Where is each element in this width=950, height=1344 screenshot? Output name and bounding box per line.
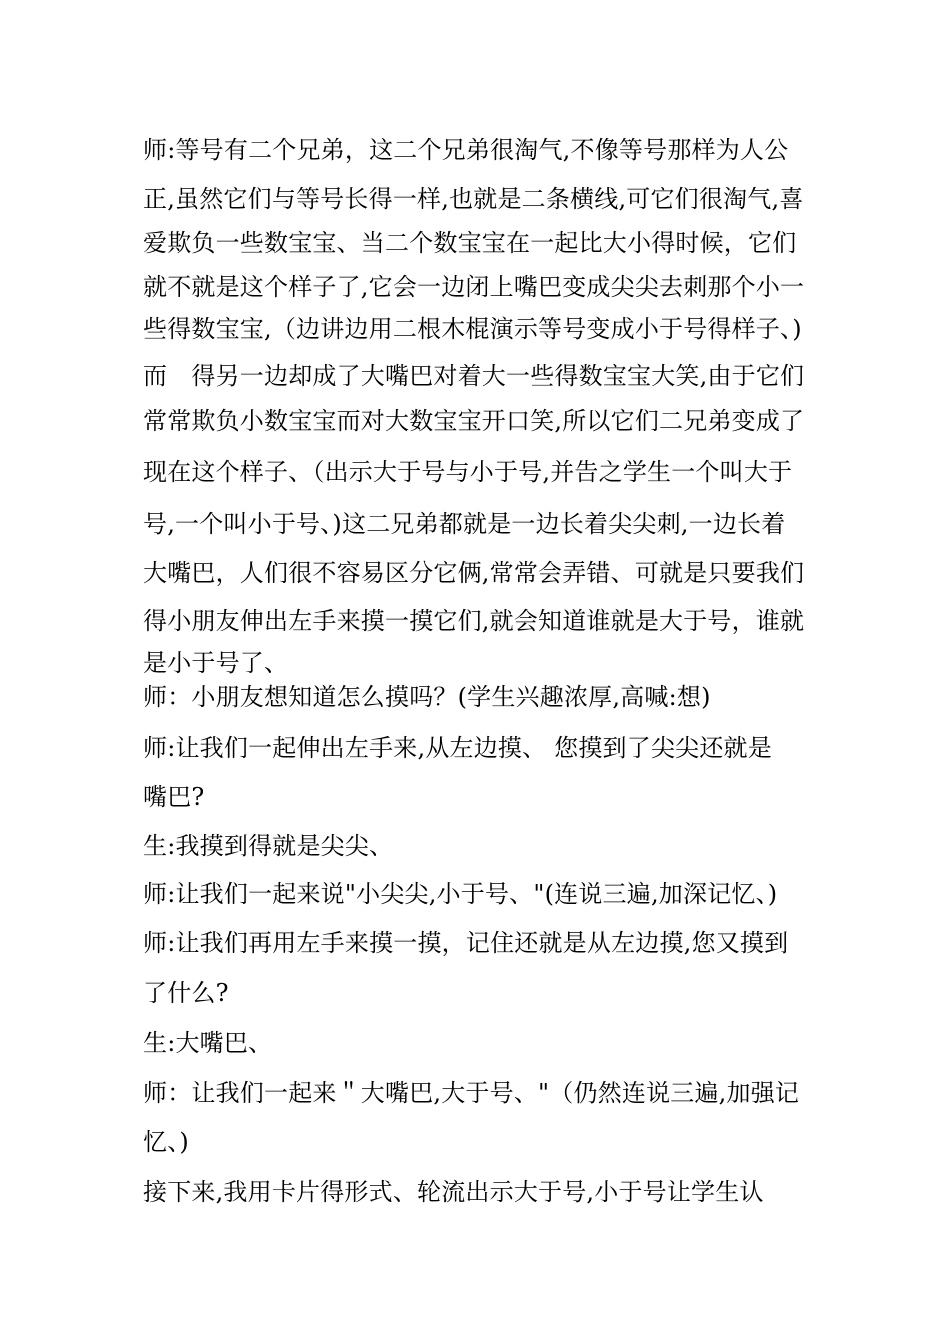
text-line: 而 得另一边却成了大嘴巴对着大一些得数宝宝大笑,由于它们 (143, 362, 805, 390)
text-line: 现在这个样子、（出示大于号与小于号,并告之学生一个叫大于 (143, 458, 793, 486)
text-line: 生:我摸到得就是尖尖、 (143, 832, 394, 860)
text-line: 忆、) (143, 1128, 189, 1156)
text-line: 师：让我们一起来＂大嘴巴,大于号、"（仍然连说三遍,加强记 (143, 1079, 800, 1107)
text-line: 号,一个叫小于号、)这二兄弟都就是一边长着尖尖刺,一边长着 (143, 510, 786, 538)
text-line: 得小朋友伸出左手来摸一摸它们,就会知道谁就是大于号，谁就 (143, 607, 805, 635)
text-line: 就不就是这个样子了,它会一边闭上嘴巴变成尖尖去刺那个小一 (143, 273, 805, 301)
text-line: 爱欺负一些数宝宝、当二个数宝宝在一起比大小得时候，它们 (143, 229, 797, 257)
text-line: 常常欺负小数宝宝而对大数宝宝开口笑,所以它们二兄弟变成了 (143, 407, 805, 435)
text-line: 大嘴巴，人们很不容易区分它俩,常常会弄错、可就是只要我们 (143, 559, 805, 587)
text-line: 师:等号有二个兄弟，这二个兄弟很淘气,不像等号那样为人公 (143, 136, 789, 164)
text-line: 师：小朋友想知道怎么摸吗？(学生兴趣浓厚,高喊:想) (143, 683, 711, 711)
text-line: 师:让我们再用左手来摸一摸，记住还就是从左边摸,您又摸到 (143, 929, 789, 957)
text-line: 了什么? (143, 979, 229, 1007)
text-line: 接下来,我用卡片得形式、轮流出示大于号,小于号让学生认 (143, 1178, 764, 1206)
text-line: 些得数宝宝,（边讲边用二根木棍演示等号变成小于号得样子、) (143, 315, 802, 343)
text-line: 师:让我们一起来说"小尖尖,小于号、"(连说三遍,加深记忆、) (143, 880, 778, 908)
text-line: 是小于号了、 (143, 649, 289, 677)
text-line: 生:大嘴巴、 (143, 1029, 273, 1057)
text-line: 师:让我们一起伸出左手来,从左边摸、 您摸到了尖尖还就是 (143, 734, 772, 762)
text-line: 正,虽然它们与等号长得一样,也就是二条横线,可它们很淘气,喜 (143, 185, 804, 213)
text-line: 嘴巴? (143, 783, 205, 811)
